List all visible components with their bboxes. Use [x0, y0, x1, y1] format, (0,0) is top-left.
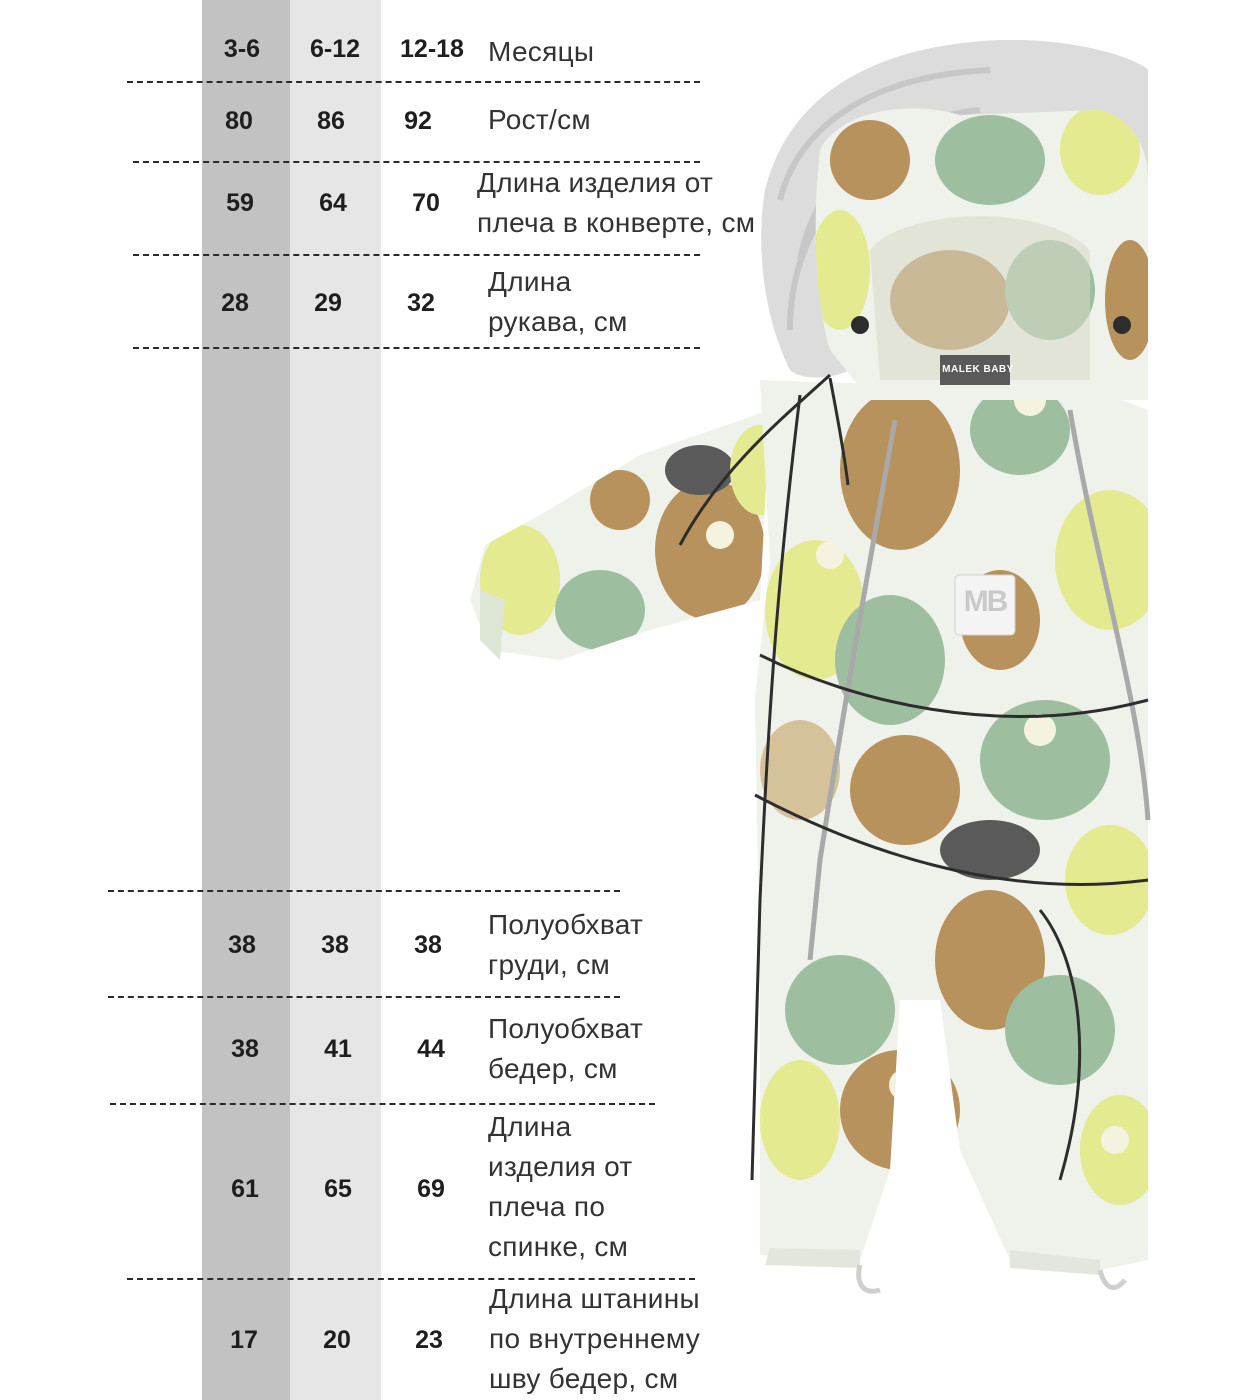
row-label-line: шву бедер, см [489, 1363, 679, 1394]
row-label-line: Длина изделия от [477, 167, 714, 198]
body [755, 380, 1165, 1291]
cell-height-col3: 92 [404, 107, 432, 135]
cell-envelope-length-col3: 70 [412, 189, 440, 217]
row-label-line: Полуобхват [488, 1013, 644, 1044]
row-label-line: Рост/см [488, 104, 591, 135]
row-label-line: рукава, см [488, 306, 628, 337]
cell-envelope-length-col2: 64 [319, 189, 347, 217]
cell-months-col2: 6-12 [309, 35, 361, 63]
cell-hips-col1: 38 [231, 1035, 259, 1063]
cell-months-col3: 12-18 [400, 35, 464, 63]
row-label-line: груди, см [488, 949, 611, 980]
cell-back-length-col1: 61 [231, 1175, 259, 1203]
row-label-line: плеча в конверте, см [477, 207, 756, 238]
garment-brand-label: MALEK BABY [942, 364, 1014, 375]
hood [810, 105, 1155, 400]
row-label-line: Длина [488, 266, 572, 297]
cell-months-col1: 3-6 [223, 35, 261, 63]
cell-inseam-col1: 17 [230, 1326, 258, 1354]
cell-envelope-length-col1: 59 [226, 189, 254, 217]
cell-inseam-col3: 23 [415, 1326, 443, 1354]
cell-inseam-col2: 20 [323, 1326, 351, 1354]
cell-height-col2: 86 [317, 107, 345, 135]
sleeve [470, 410, 790, 660]
garment-logo: MB [963, 585, 1007, 618]
row-label-line: бедер, см [488, 1053, 618, 1084]
cell-back-length-col2: 65 [324, 1175, 352, 1203]
cell-sleeve-length-col3: 32 [407, 289, 435, 317]
row-label-line: плеча по [488, 1191, 606, 1222]
row-label-line: по внутреннему [489, 1323, 701, 1354]
cell-chest-col3: 38 [414, 931, 442, 959]
cell-sleeve-length-col1: 28 [221, 289, 249, 317]
row-label-line: спинке, см [488, 1231, 629, 1262]
cell-hips-col2: 41 [324, 1035, 352, 1063]
row-label-line: изделия от [488, 1151, 633, 1182]
cell-height-col1: 80 [225, 107, 253, 135]
cell-back-length-col3: 69 [417, 1175, 445, 1203]
cell-chest-col1: 38 [228, 931, 256, 959]
row-label-line: Длина штанины [489, 1283, 700, 1314]
cell-hips-col3: 44 [417, 1035, 445, 1063]
cell-chest-col2: 38 [321, 931, 349, 959]
row-label-line: Месяцы [488, 36, 595, 67]
cell-sleeve-length-col2: 29 [314, 289, 342, 317]
baby-overall-image [455, 40, 1248, 1400]
row-label-line: Полуобхват [488, 909, 644, 940]
row-label-line: Длина [488, 1111, 572, 1142]
